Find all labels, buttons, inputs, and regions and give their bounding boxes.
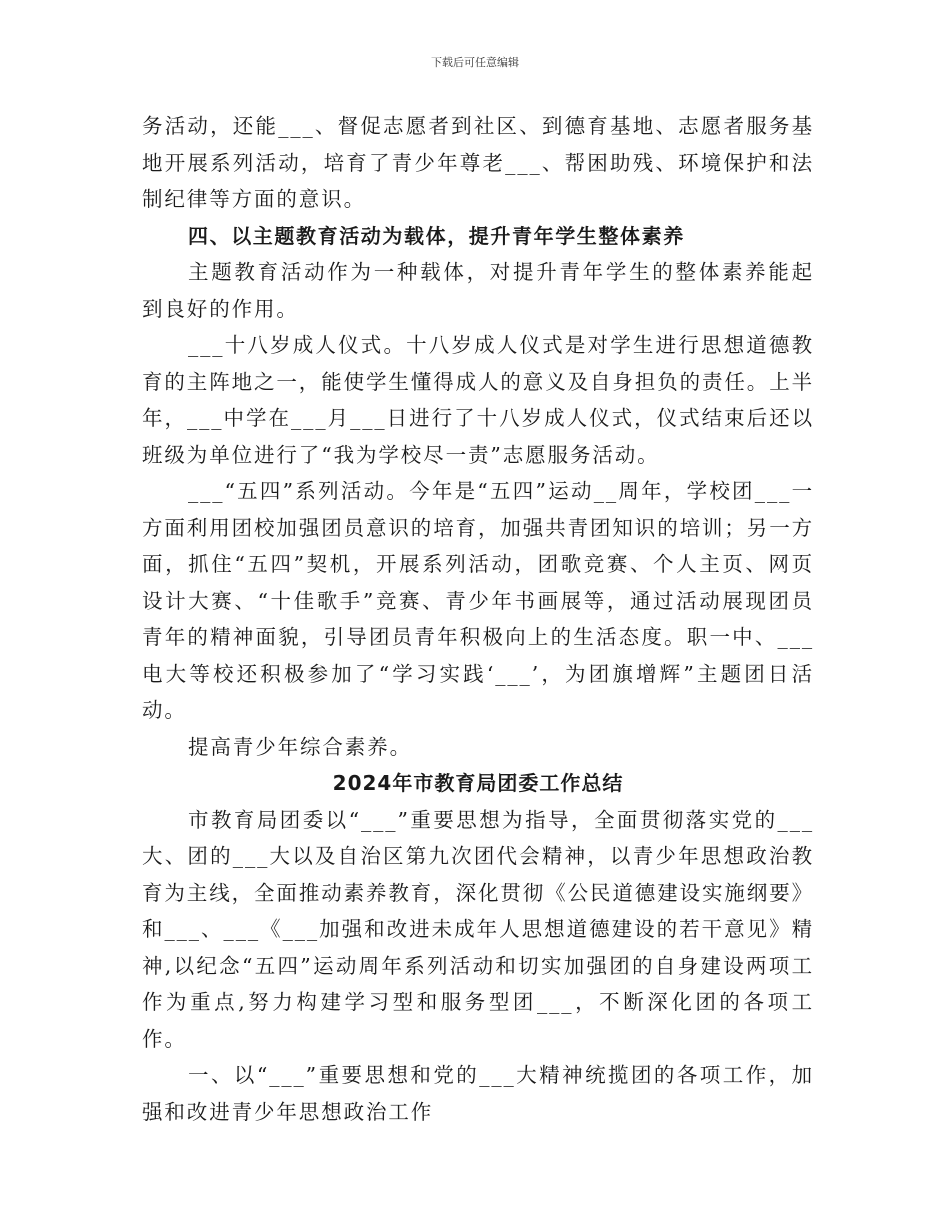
paragraph-section-1: 一、以“___”重要思想和党的___大精神统揽团的各项工作，加强和改进青少年思想政治工作 <box>142 1063 814 1124</box>
paragraph-coming-of-age: ___十八岁成人仪式。十八岁成人仪式是对学生进行思想道德教育的主阵地之一，能使学生懂得成人的意义及自身担负的责任。上半年，___中学在___月___日进行了十八岁成人仪式，仪式结束后还以班级为单位进行了“我为学校尽一责”志愿服务活动。 <box>142 333 814 467</box>
header-note: 下载后可任意编辑 <box>431 56 519 69</box>
section-heading-4: 四、以主题教育活动为载体，提升青年学生整体素养 <box>188 223 685 248</box>
paragraph-intro: 市教育局团委以“___”重要思想为指导，全面贯彻落实党的___大、团的___大以及自治区第九次团代会精神，以青少年思想政治教育为主线，全面推动素养教育，深化贯彻《公民道德建设实施纲要》和___、___《___加强和改进未成年人思想道德建设的若干意见》精神,以纪念“五四”运动周年系列活动和切实加强团的自身建设两项工作为重点,努力构建学习型和服务型团___，不断深化团的各项工作。 <box>142 807 814 1051</box>
paragraph-continuation: 务活动，还能___、督促志愿者到社区、到德育基地、志愿者服务基地开展系列活动，培育了青少年尊老___、帮困助残、环境保护和法制纪律等方面的意识。 <box>142 114 814 211</box>
paragraph-quality: 提高青少年综合素养。 <box>188 734 412 759</box>
paragraph-theme-education: 主题教育活动作为一种载体，对提升青年学生的整体素养能起到良好的作用。 <box>142 260 814 321</box>
document-title: 2024年市教育局团委工作总结 <box>332 771 624 795</box>
document-body <box>142 108 814 1130</box>
paragraph-may-fourth: ___“五四”系列活动。今年是“五四”运动__周年，学校团___一方面利用团校加强团员意识的培育，加强共青团知识的培训；另一方面，抓住“五四”契机，开展系列活动，团歌竞赛、个人主页、网页设计大赛、“十佳歌手”竞赛、青少年书画展等，通过活动展现团员青年的精神面貌，引导团员青年积极向上的生活态度。职一中、___电大等校还积极参加了“学习实践‘___’，为团旗增辉”主题团日活动。 <box>142 479 814 722</box>
